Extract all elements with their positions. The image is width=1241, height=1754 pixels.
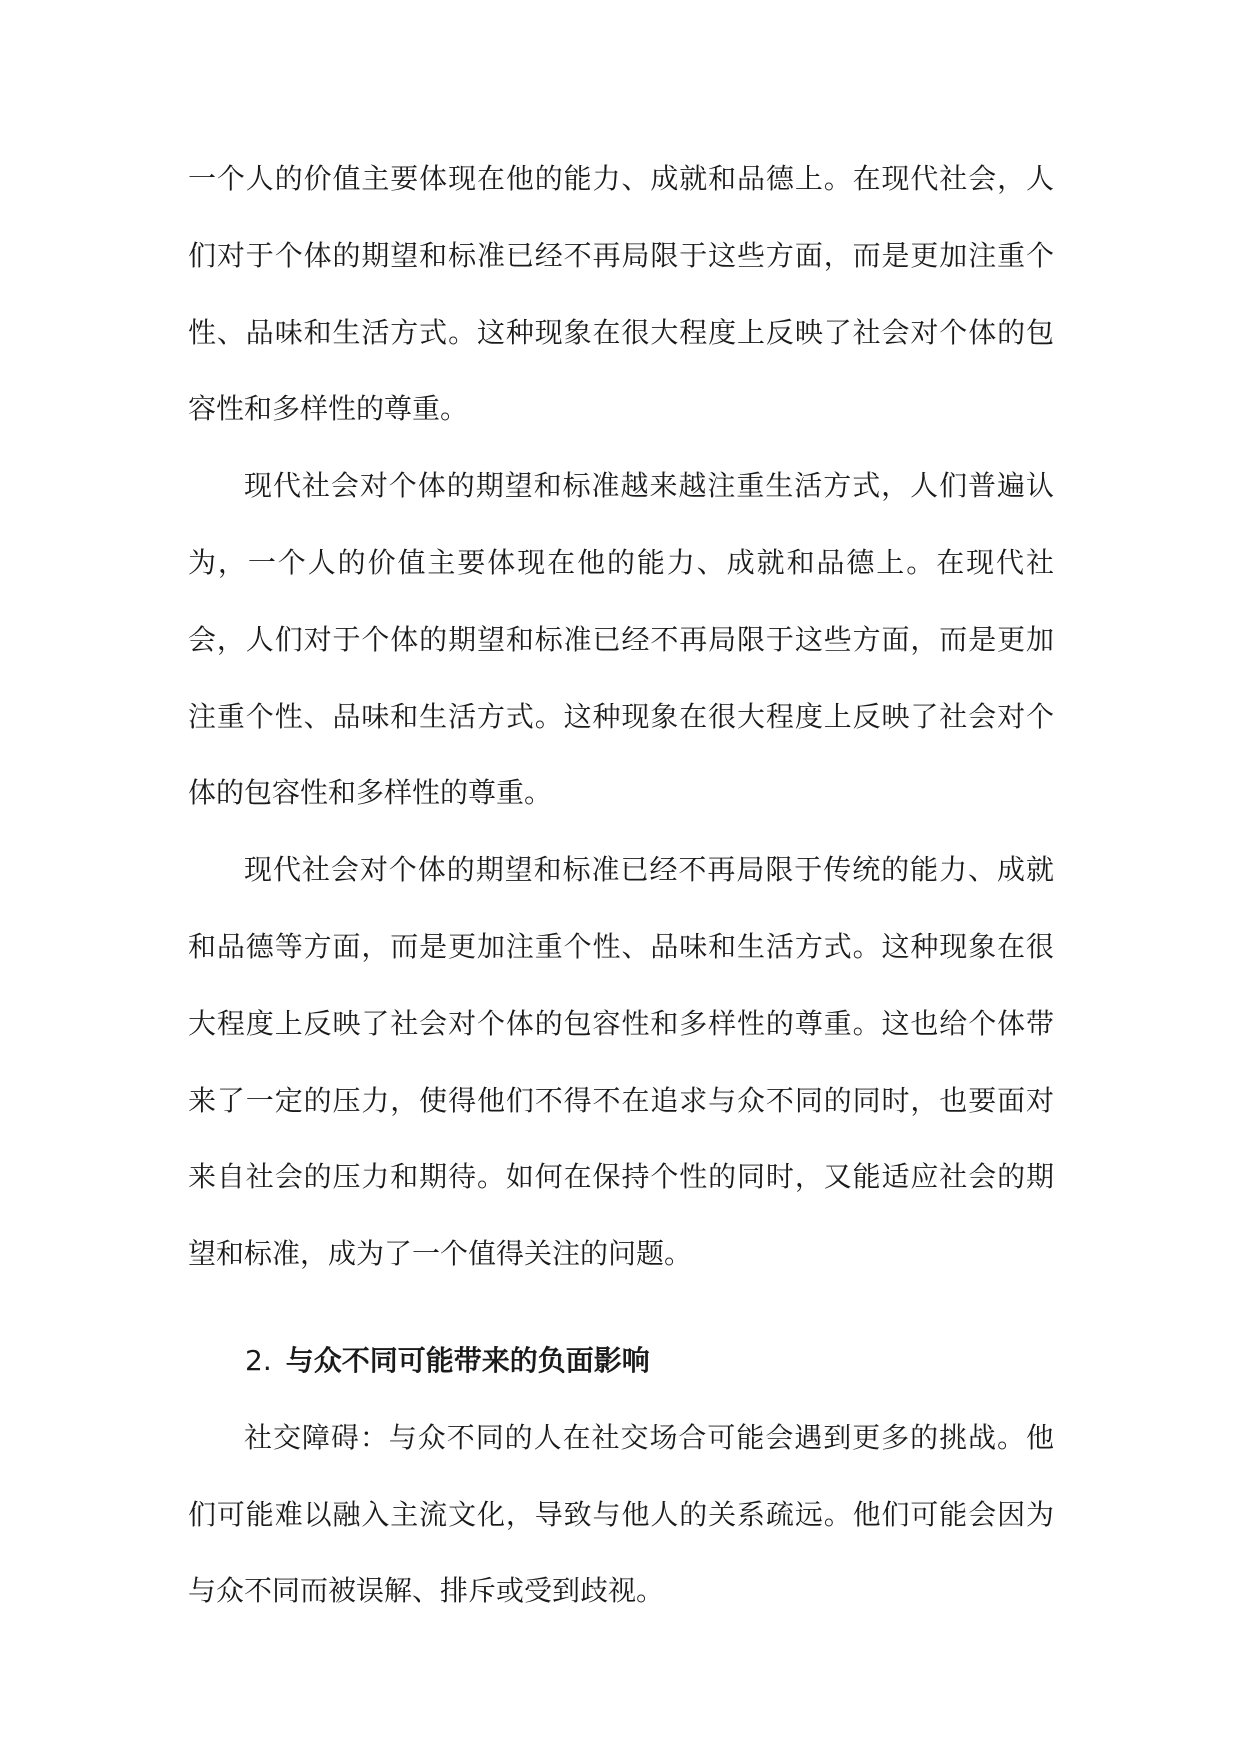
paragraph-3: 现代社会对个体的期望和标准已经不再局限于传统的能力、成就和品德等方面，而是更加注重个性、品味和生活方式。这种现象在很大程度上反映了社会对个体的包容性和多样性的尊重。这也给个体带来了一定的压力，使得他们不得不在追求与众不同的同时，也要面对来自社会的压力和期待。如何在保持个性的同时，又能适应社会的期望和标准，成为了一个值得关注的问题。	[188, 853, 1054, 1271]
section-heading	[188, 1323, 1054, 1400]
section-number: 2.	[245, 1343, 272, 1377]
paragraph-4: 社交障碍：与众不同的人在社交场合可能会遇到更多的挑战。他们可能难以融入主流文化，导致与他人的关系疏远。他们可能会因为与众不同而被误解、排斥或受到歧视。	[188, 1420, 1054, 1608]
section-title: 与众不同可能带来的负面影响	[285, 1343, 650, 1377]
document-body	[188, 141, 1054, 1630]
paragraph-1: 一个人的价值主要体现在他的能力、成就和品德上。在现代社会，人们对于个体的期望和标准已经不再局限于这些方面，而是更加注重个性、品味和生活方式。这种现象在很大程度上反映了社会对个体的包容性和多样性的尊重。	[188, 162, 1054, 426]
paragraph-2: 现代社会对个体的期望和标准越来越注重生活方式，人们普遍认为，一个人的价值主要体现在他的能力、成就和品德上。在现代社会，人们对于个体的期望和标准已经不再局限于这些方面，而是更加注重个性、品味和生活方式。这种现象在很大程度上反映了社会对个体的包容性和多样性的尊重。	[188, 469, 1054, 810]
